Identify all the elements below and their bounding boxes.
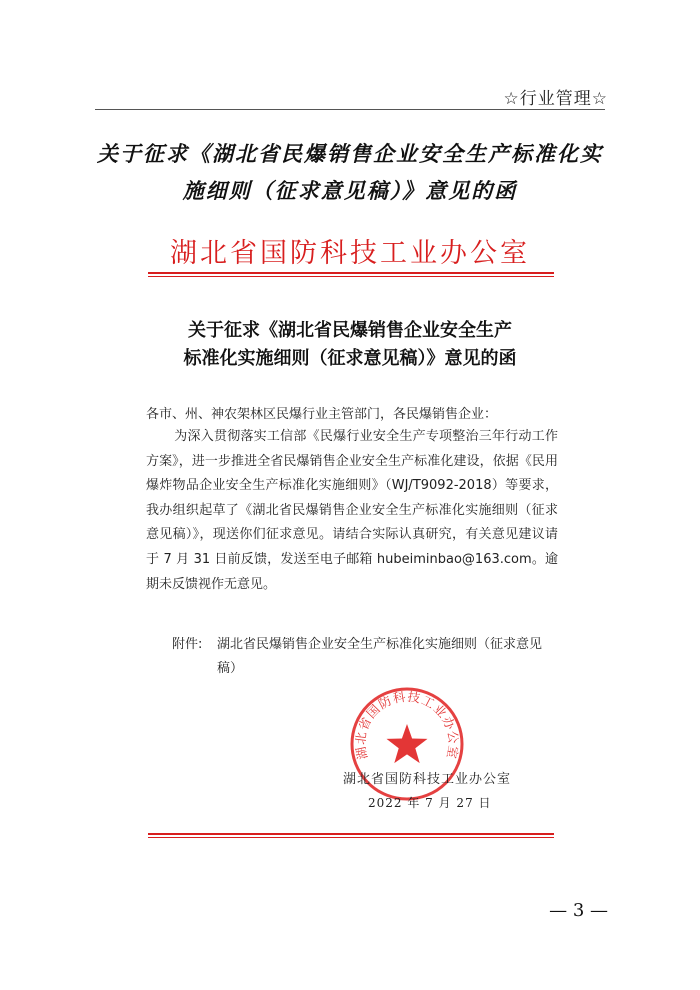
- body-paragraph: [146, 425, 558, 597]
- seal-text: 湖北省国防科技工业办公室: [352, 688, 462, 761]
- page-number: — 3 —: [549, 900, 608, 921]
- letterhead-red-rule: [148, 272, 554, 274]
- seal-star-icon: [387, 724, 428, 763]
- attachment-label: 附件:: [172, 637, 203, 652]
- header-divider: [95, 109, 605, 110]
- section-tag: ☆行业管理☆: [503, 89, 608, 109]
- issuer-name: 湖北省国防科技工业办公室: [343, 772, 512, 787]
- letterhead-red-rule-thin: [148, 276, 554, 277]
- issue-date: 2022 年 7 月 27 日: [368, 796, 492, 810]
- document-title-line-2: 标准化实施细则（征求意见稿）》意见的函: [183, 348, 517, 369]
- body-paragraph-text: 为深入贯彻落实工信部《民爆行业安全生产专项整治三年行动工作方案》，进一步推进全省民爆销售企业安全生产标准化建设，依据《民用爆炸物品企业安全生产标准化实施细则》（WJ/T9092-2018）等要求，我办组织起草了《湖北省民爆销售企业安全生产标准化实施细则（征求意见稿）》，现送你们征求意见。请结合实际认真研究，有关意见建议请于 7 月 31 日前反馈，发送至电子邮箱 hubeiminbao@163.com。逾期未反馈视作无意见。: [146, 429, 558, 592]
- article-title-line-1: 关于征求《湖北省民爆销售企业安全生产标准化实: [97, 141, 603, 166]
- letterhead-org-name: 湖北省国防科技工业办公室: [170, 238, 530, 269]
- attachment-text: 湖北省民爆销售企业安全生产标准化实施细则（征求意见稿）: [217, 637, 543, 676]
- document-title-line-1: 关于征求《湖北省民爆销售企业安全生产: [188, 320, 512, 341]
- footer-red-rule: [148, 833, 554, 835]
- footer-red-rule-thin: [148, 837, 554, 838]
- article-title-line-2: 施细则（征求意见稿）》意见的函: [182, 178, 518, 203]
- addressee: 各市、州、神农架林区民爆行业主管部门，各民爆销售企业：: [146, 407, 498, 422]
